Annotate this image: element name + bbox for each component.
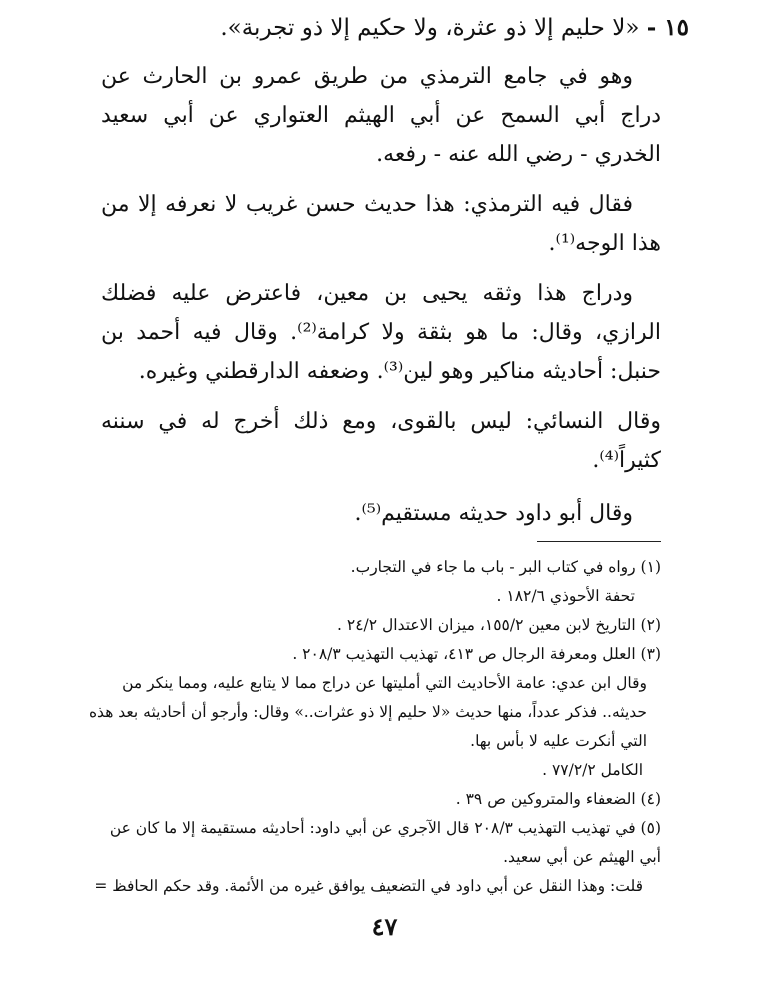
page-number: ٤٧ [371, 912, 398, 941]
paragraph-narrator-criticism: ودراج هذا وثقه يحيى بن معين، فاعترض عليه فضلك الرازي، وقال: ما هو بثقة ولا كرامة⁽²⁾. وقال فيه أحمد بن حنبل: أحاديثه مناكير وهو لين⁽³⁾. وضعفه الدارقطني وغيره. [101, 281, 661, 384]
footnotes [85, 553, 661, 901]
footnote-3: (٣) العلل ومعرفة الرجال ص ٤١٣، تهذيب التهذيب ٢٠٨/٣ . [292, 645, 661, 663]
footnote-5: (٥) في تهذيب التهذيب ٢٠٨/٣ قال الآجري عن أبي داود: أحاديثه مستقيمة إلا ما كان عن أبي الهيثم عن أبي سعيد. [109, 819, 661, 866]
paragraph-abu-dawud: وقال أبو داود حديثه مستقيم⁽⁵⁾. [354, 501, 633, 526]
footnote-2: (٢) التاريخ لابن معين ١٥٥/٢، ميزان الاعتدال ٢٤/٢ . [337, 616, 661, 634]
hadith-number: ١٥ - [646, 14, 689, 41]
footnote-3-quote: وقال ابن عدي: عامة الأحاديث التي أمليتها عن دراج مما لا يتابع عليه، ومما ينكر من حديثه.. فذكر عدداً، منها حديث «لا حليم إلا ذو عثرات..» وقال: وأرجو أن أحاديثه بعد هذه التي أنكرت عليه لا بأس بها. [88, 674, 647, 750]
footnote-3-source: الكامل ٧٧/٢/٢ . [542, 761, 643, 779]
footnote-4: (٤) الضعفاء والمتروكين ص ٣٩ . [455, 790, 661, 808]
paragraph-tirmidhi-grading: فقال فيه الترمذي: هذا حديث حسن غريب لا نعرفه إلا من هذا الوجه⁽¹⁾. [101, 192, 661, 256]
paragraph-source: وهو في جامع الترمذي من طريق عمرو بن الحارث عن دراج أبي السمح عن أبي الهيثم العتواري عن أبي سعيد الخدري - رضي الله عنه - رفعه. [101, 64, 661, 167]
hadith-text: «لا حليم إلا ذو عثرة، ولا حكيم إلا ذو تجربة». [220, 15, 640, 41]
footnote-1: (١) رواه في كتاب البر - باب ما جاء في التجارب. [350, 558, 661, 576]
paragraph-nasai: وقال النسائي: ليس بالقوى، ومع ذلك أخرج له في سننه كثيراً⁽⁴⁾. [101, 409, 661, 473]
footnote-1-reference: تحفة الأحوذي ١٨٢/٦ . [496, 587, 635, 605]
main-text [101, 8, 689, 555]
hadith-heading [101, 8, 689, 48]
footnote-5-comment: قلت: وهذا النقل عن أبي داود في التضعيف يوافق غيره من الأئمة. وقد حكم الحافظ = [94, 877, 643, 895]
footnote-divider [537, 541, 661, 542]
